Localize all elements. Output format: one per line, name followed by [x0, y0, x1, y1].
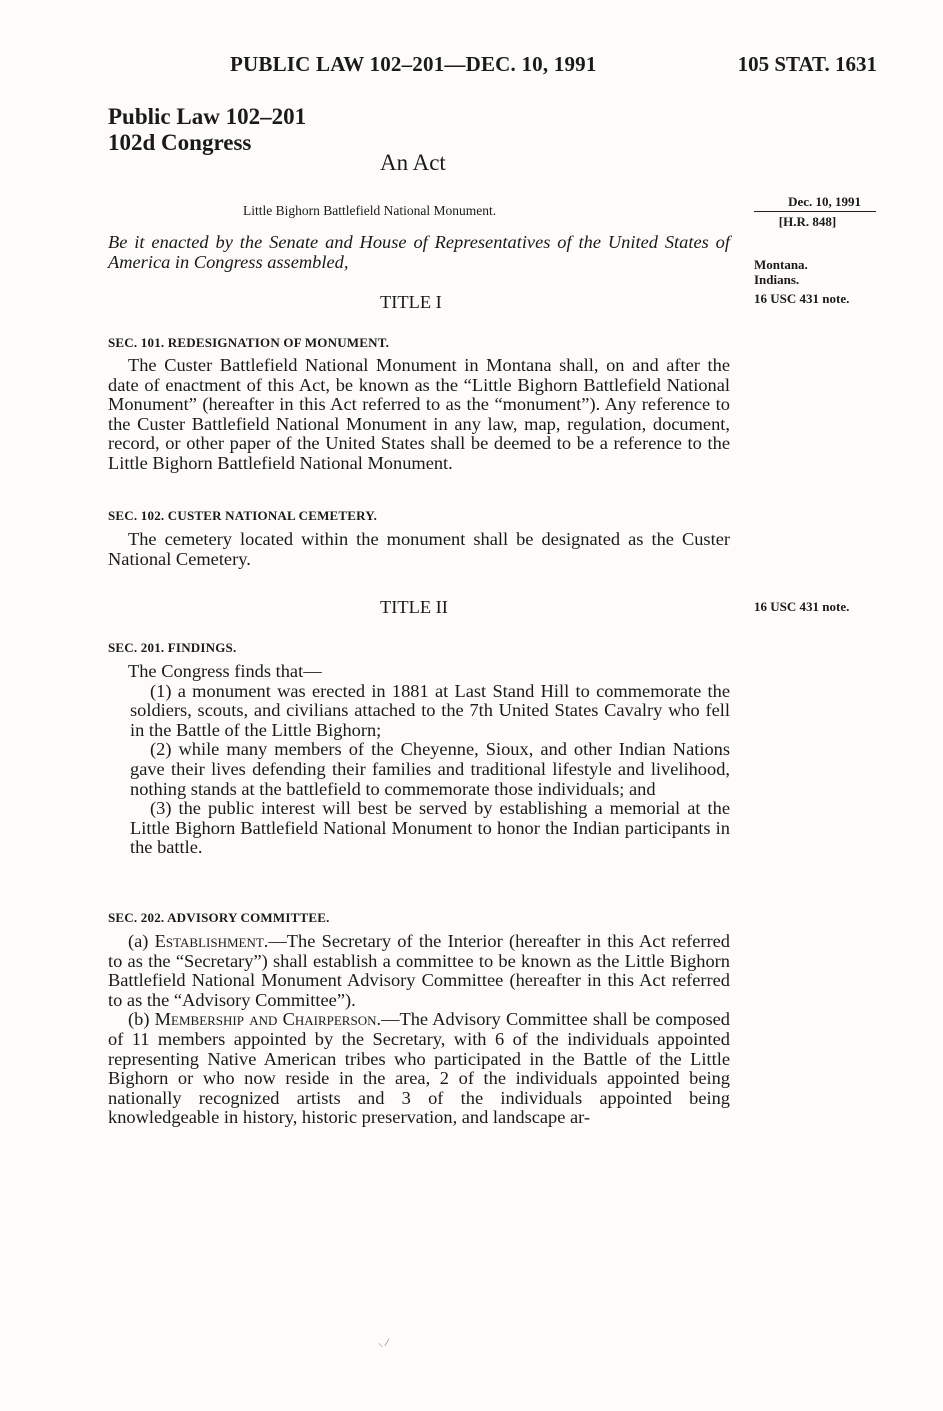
subsection-a-caption: Establishment [154, 931, 264, 951]
public-law-heading [108, 104, 306, 156]
margin-date: Dec. 10, 1991 [788, 194, 861, 209]
margin-subject-indians: Indians. [754, 272, 800, 287]
subsection-b-caption: Membership and Chairperson [154, 1009, 377, 1030]
title-2-heading: TITLE II [380, 597, 448, 617]
sec-202-body [108, 932, 730, 1128]
subsection-b-text: .—The Advisory Committee shall be composed of 11 members appointed by the Secretary, with 6 of the individuals appointed representing Native American tribes who participated in the Battle of the Little Bighorn or who now reside in the area, 2 of the individuals appointed being nationally recognized artists and 3 of the individuals appointed being knowledgeable in history, historic preservation, and landscape ar- [108, 1009, 730, 1128]
sec-201-body [108, 662, 730, 858]
margin-subjects [754, 257, 876, 287]
margin-usc-note-1: 16 USC 431 note. [754, 291, 850, 306]
public-law-number: Public Law 102–201 [108, 104, 307, 129]
margin-date-block [754, 194, 861, 229]
sec-202-subsection-a [108, 932, 730, 1010]
sec-102-body [108, 530, 730, 569]
statute-citation: 105 STAT. 1631 [737, 52, 877, 76]
subsection-a-text: .—The Secretary of the Interior (hereafter in this Act referred to as the “Secretary”) shall establish a committee to be known as the Little Bighorn Battlefield National Monument Advisory Committee (hereafter in this Act referred to as the “Advisory Committee”). [108, 931, 730, 1010]
margin-rule [754, 211, 876, 212]
sec-202-heading: SEC. 202. ADVISORY COMMITTEE. [108, 910, 330, 925]
sec-201-heading: SEC. 201. FINDINGS. [108, 640, 237, 655]
subsection-b-label: (b) [128, 1009, 155, 1030]
finding-item-2: (2) while many members of the Cheyenne, Sioux, and other Indian Nations gave their lives defending their families and traditional lifestyle and livelihood, nothing stands at the battlefield to commemorate those individuals; and [130, 739, 730, 799]
margin-bill-number: [H.R. 848] [778, 214, 837, 229]
sec-101-text: The Custer Battlefield National Monument in Montana shall, on and after the date of enactment of this Act, be known as the “Little Bighorn Battlefield National Monument” (hereafter in this Act referred to as the “monument”). Any reference to the Custer Battlefield National Monument in any law, map, regulation, document, record, or other paper of the United States shall be deemed to be a reference to the Little Bighorn Battlefield National Monument. [108, 355, 730, 473]
congress-number: 102d Congress [108, 130, 252, 155]
short-title: Little Bighorn Battlefield National Monument. [243, 203, 497, 218]
sec-202-subsection-b [108, 1010, 730, 1128]
footer-mark: ⸜ ⁄ [378, 1338, 388, 1349]
enacting-clause: Be it enacted by the Senate and House of Representatives of the United States of America in Congress assembled, [108, 232, 730, 272]
finding-item-1: (1) a monument was erected in 1881 at Last Stand Hill to commemorate the soldiers, scouts, and civilians attached to the 7th United States Cavalry who fell in the Battle of the Little Bighorn; [130, 680, 730, 740]
finding-item-3: (3) the public interest will best be served by establishing a memorial at the Little Bighorn Battlefield National Monument to honor the Indian participants in the battle. [130, 798, 730, 858]
sec-201-intro: The Congress finds that— [128, 661, 322, 681]
title-1-heading: TITLE I [380, 292, 442, 312]
sec-101-body [108, 356, 730, 474]
margin-usc-note-2: 16 USC 431 note. [754, 599, 850, 614]
sec-102-text: The cemetery located within the monument shall be designated as the Custer National Cemetery. [108, 529, 730, 569]
running-head: PUBLIC LAW 102–201—DEC. 10, 1991 [230, 52, 597, 76]
subsection-a-label: (a) [128, 931, 155, 951]
sec-102-heading: SEC. 102. CUSTER NATIONAL CEMETERY. [108, 508, 378, 523]
an-act-heading: An Act [380, 150, 446, 175]
margin-subject-montana: Montana. [754, 257, 808, 272]
sec-101-heading: SEC. 101. REDESIGNATION OF MONUMENT. [108, 335, 390, 350]
